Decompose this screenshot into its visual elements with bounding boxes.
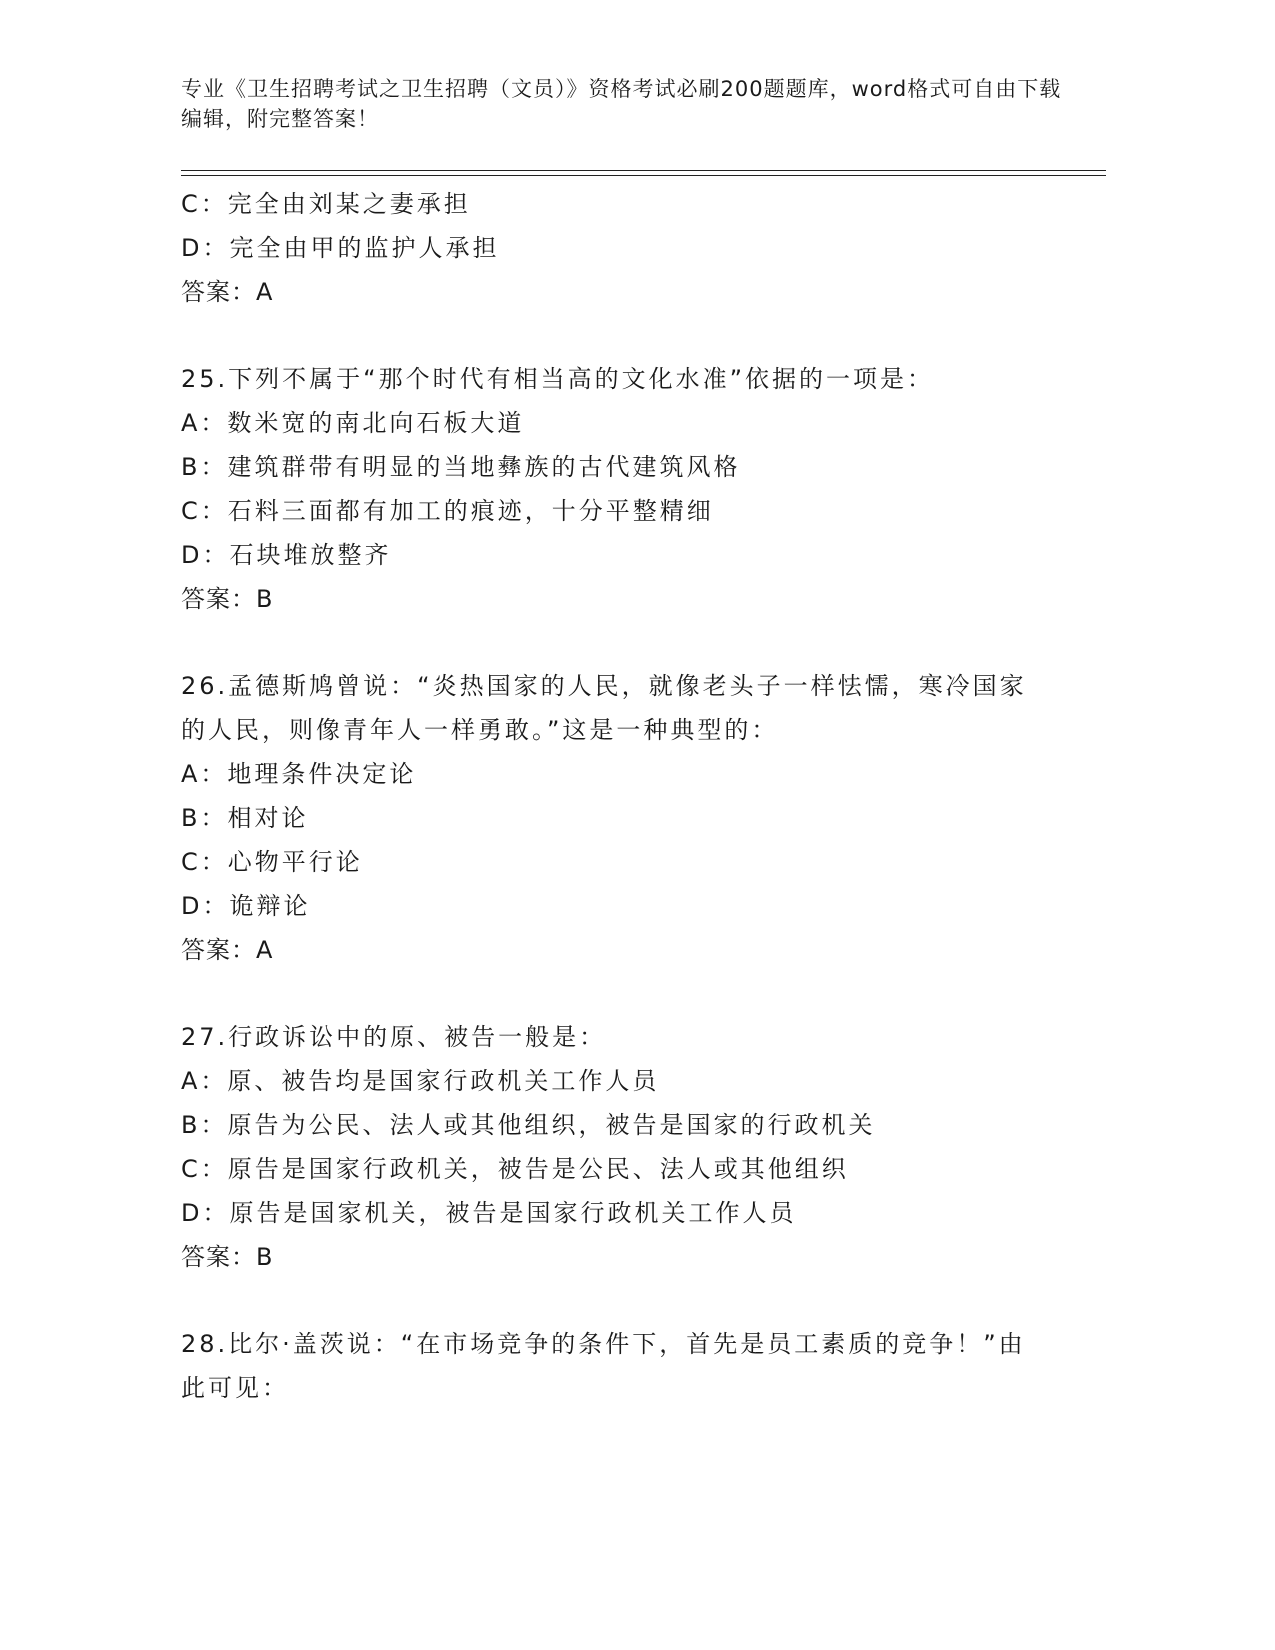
option-a: A：原、被告均是国家行政机关工作人员: [181, 1067, 660, 1095]
answer-line: 答案：A: [181, 278, 274, 306]
option-d: D：原告是国家机关，被告是国家行政机关工作人员: [181, 1199, 797, 1227]
header-divider-top: [181, 170, 1106, 171]
header-divider-bottom: [181, 175, 1106, 176]
question-stem: 28.比尔·盖茨说：“在市场竞争的条件下，首先是员工素质的竞争！”由此可见：: [181, 1330, 1026, 1402]
question-25: [181, 357, 1081, 621]
option-c: C：完全由刘某之妻承担: [181, 190, 471, 218]
option-b: B：相对论: [181, 804, 309, 832]
option-b: B：原告为公民、法人或其他组织，被告是国家的行政机关: [181, 1111, 876, 1139]
question-27: [181, 1015, 1081, 1279]
option-c: C：原告是国家行政机关，被告是公民、法人或其他组织: [181, 1155, 849, 1183]
option-b: B：建筑群带有明显的当地彝族的古代建筑风格: [181, 453, 741, 481]
answer-line: 答案：B: [181, 1243, 274, 1271]
question-28: [181, 1322, 1081, 1410]
option-a: A：数米宽的南北向石板大道: [181, 409, 525, 437]
question-stem: 27.行政诉讼中的原、被告一般是：: [181, 1023, 607, 1051]
question-stem: 25.下列不属于“那个时代有相当高的文化水准”依据的一项是：: [181, 365, 935, 393]
option-a: A：地理条件决定论: [181, 760, 417, 788]
option-d: D：诡辩论: [181, 892, 311, 920]
document-header: 专业《卫生招聘考试之卫生招聘（文员）》资格考试必刷200题题库，word格式可自由下载编辑，附完整答案！: [181, 77, 1062, 131]
previous-question-tail: [181, 182, 1081, 314]
option-d: D：石块堆放整齐: [181, 541, 392, 569]
option-d: D：完全由甲的监护人承担: [181, 234, 500, 262]
question-stem: 26.孟德斯鸠曾说：“炎热国家的人民，就像老头子一样怯懦，寒冷国家的人民，则像青年人一样勇敢。”这是一种典型的：: [181, 672, 1027, 744]
answer-line: 答案：B: [181, 585, 274, 613]
option-c: C：石料三面都有加工的痕迹，十分平整精细: [181, 497, 714, 525]
question-list: [181, 182, 1081, 1410]
answer-line: 答案：A: [181, 936, 274, 964]
question-26: [181, 664, 1081, 972]
option-c: C：心物平行论: [181, 848, 363, 876]
